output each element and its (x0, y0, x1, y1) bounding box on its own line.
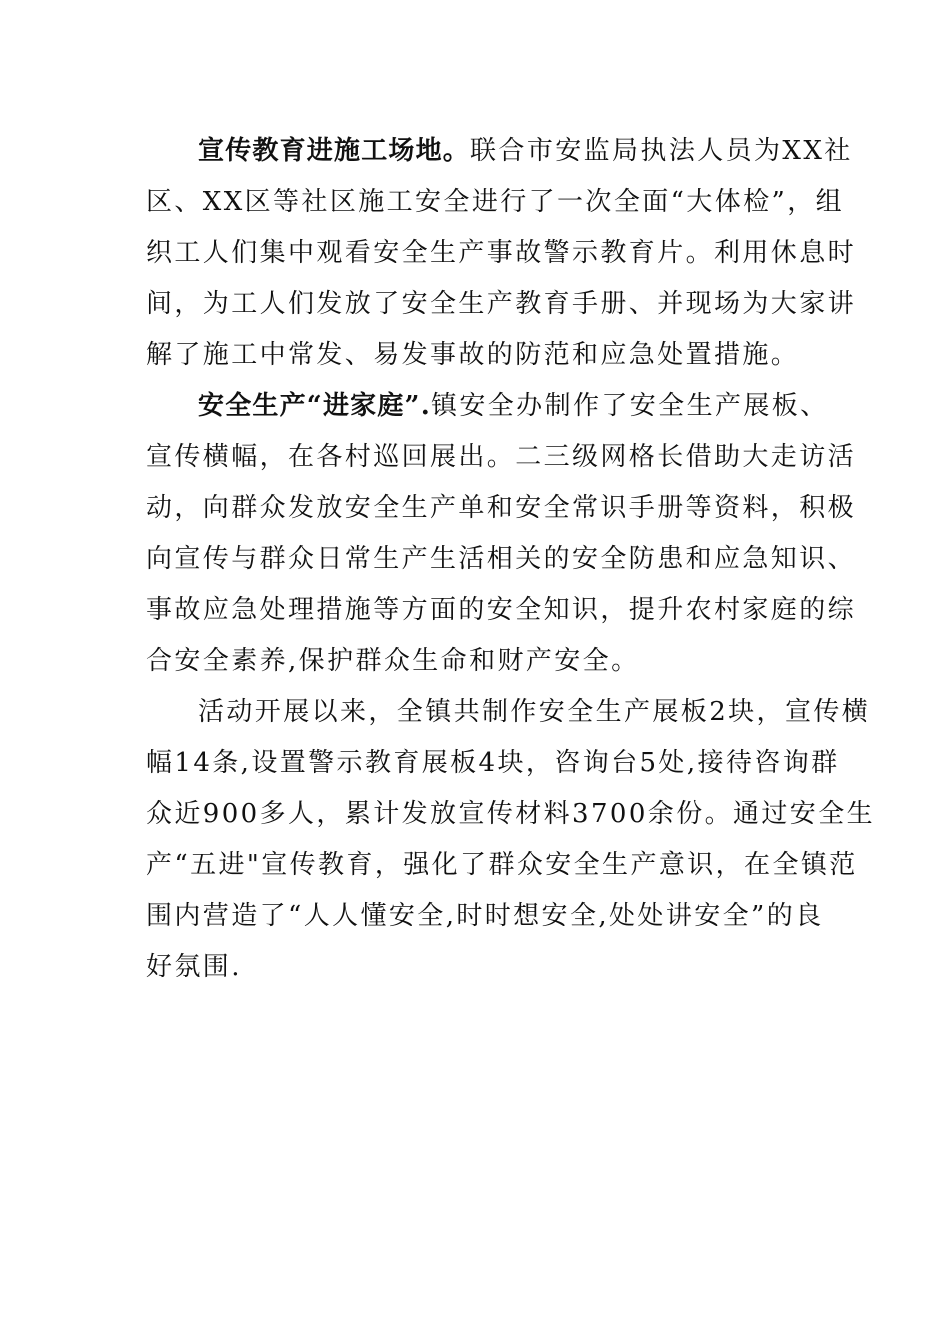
paragraph-2-heading: 安全生产“进家庭”. (198, 391, 431, 421)
paragraph-1-line-3: 织工人们集中观看安全生产事故警示教育片。利用休息时 (146, 238, 857, 268)
paragraph-2-line-6: 合安全素养,保护群众生命和财产安全。 (146, 646, 640, 676)
paragraph-1-line-1 (146, 126, 853, 177)
paragraph-1-line-5: 解了施工中常发、易发事故的防范和应急处置措施。 (146, 340, 800, 370)
paragraph-3-line-1: 活动开展以来，全镇共制作安全生产展板2块，宣传横 (198, 697, 871, 727)
paragraph-3-line-2: 幅14条,设置警示教育展板4块，咨询台5处,接待咨询群 (146, 748, 840, 778)
paragraph-3-line-6: 好氛围. (146, 952, 242, 982)
paragraph-2-line-4: 向宣传与群众日常生产生活相关的安全防患和应急知识、 (146, 544, 857, 574)
paragraph-1-line-4: 间，为工人们发放了安全生产教育手册、并现场为大家讲 (146, 289, 857, 319)
paragraph-1-heading: 宣传教育进施工场地。 (198, 136, 471, 166)
paragraph-2-line-5: 事故应急处理措施等方面的安全知识，提升农村家庭的综 (146, 595, 857, 625)
paragraph-2-text: 镇安全办制作了安全生产展板、 (430, 391, 829, 421)
paragraph-3-line-5: 围内营造了“人人懂安全,时时想安全,处处讲安全”的良 (146, 901, 824, 931)
paragraph-1-text: 联合市安监局执法人员为XX社 (470, 136, 853, 166)
paragraph-2-line-3: 动，向群众发放安全生产单和安全常识手册等资料，积极 (146, 493, 857, 523)
document-body (146, 126, 875, 993)
paragraph-2-line-1 (146, 381, 829, 432)
paragraph-2-line-2: 宣传横幅，在各村巡回展出。二三级网格长借助大走访活 (146, 442, 857, 472)
paragraph-3-line-3: 众近900多人，累计发放宣传材料3700余份。通过安全生 (146, 799, 875, 829)
paragraph-1-line-2: 区、XX区等社区施工安全进行了一次全面“大体检”，组 (146, 187, 845, 217)
paragraph-3-line-4: 产“五进"宣传教育，强化了群众安全生产意识，在全镇范 (146, 850, 858, 880)
